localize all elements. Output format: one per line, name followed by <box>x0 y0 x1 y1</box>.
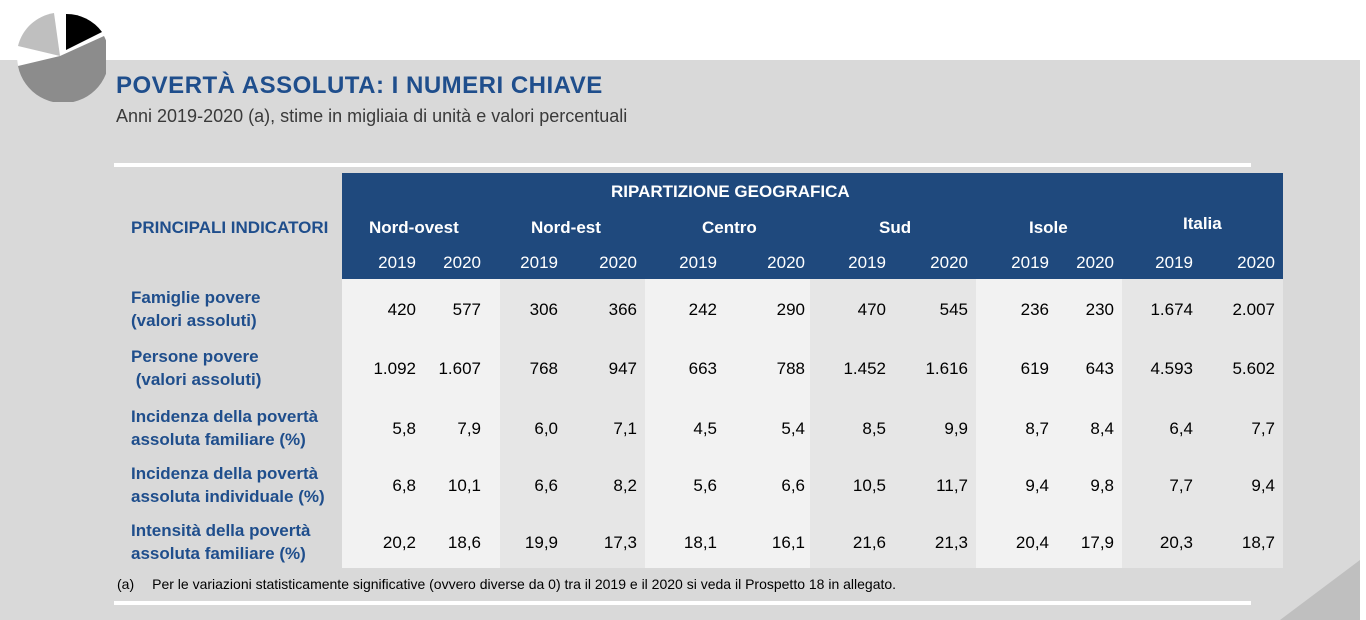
year-header-3: 2020 <box>599 253 637 272</box>
year-header-9: 2020 <box>1076 253 1114 272</box>
table-cell: 20,3 <box>1159 533 1193 552</box>
table-cell: 366 <box>608 300 637 319</box>
pie-chart-icon <box>14 10 106 102</box>
group-header: RIPARTIZIONE GEOGRAFICA <box>611 182 850 201</box>
region-header-isole: Isole <box>1029 218 1068 237</box>
table-cell: 1.452 <box>843 359 886 378</box>
row-label-line2: assoluta familiare (%) <box>131 430 306 449</box>
table-cell: 306 <box>529 300 558 319</box>
table-cell: 9,4 <box>1251 476 1275 495</box>
table-cell: 8,2 <box>613 476 637 495</box>
year-header-2: 2019 <box>520 253 558 272</box>
panel-edge <box>1360 60 1366 620</box>
year-header-5: 2020 <box>767 253 805 272</box>
table-cell: 420 <box>387 300 416 319</box>
row-label-line1: Persone povere <box>131 347 259 366</box>
indicator-column-header: PRINCIPALI INDICATORI <box>131 218 329 237</box>
row-label-line2: (valori assoluti) <box>131 370 262 389</box>
table-cell: 7,1 <box>613 419 637 438</box>
table-cell: 8,4 <box>1090 419 1114 438</box>
table-cell: 19,9 <box>524 533 558 552</box>
year-header-0: 2019 <box>378 253 416 272</box>
footnote <box>117 576 896 592</box>
table-cell: 6,4 <box>1169 419 1193 438</box>
table-cell: 9,8 <box>1090 476 1114 495</box>
table-cell: 788 <box>776 359 805 378</box>
table-cell: 6,6 <box>781 476 805 495</box>
year-header-4: 2019 <box>679 253 717 272</box>
region-header-sud: Sud <box>879 218 912 237</box>
row-label <box>131 405 318 451</box>
table-cell: 236 <box>1020 300 1049 319</box>
row-label-line1: Incidenza della povertà <box>131 407 319 426</box>
table-cell: 21,3 <box>934 533 968 552</box>
table-cell: 7,9 <box>457 419 481 438</box>
table-cell: 5.602 <box>1232 359 1275 378</box>
region-header-centro: Centro <box>702 218 757 237</box>
row-label <box>131 462 325 508</box>
table-cell: 577 <box>452 300 481 319</box>
row-label-line2: assoluta familiare (%) <box>131 544 306 563</box>
table-cell: 18,1 <box>683 533 717 552</box>
table-cell: 7,7 <box>1251 419 1275 438</box>
table-cell: 242 <box>688 300 717 319</box>
table-cell: 290 <box>776 300 805 319</box>
row-label-line1: Intensità della povertà <box>131 521 311 540</box>
table-cell: 6,6 <box>534 476 558 495</box>
table-cell: 1.616 <box>925 359 968 378</box>
year-header-11: 2020 <box>1237 253 1275 272</box>
bottom-rule <box>114 601 1251 605</box>
year-header-8: 2019 <box>1011 253 1049 272</box>
year-header-1: 2020 <box>443 253 481 272</box>
table-cell: 18,6 <box>447 533 481 552</box>
table-cell: 8,5 <box>862 419 886 438</box>
region-header-nord-ovest: Nord-ovest <box>369 218 459 237</box>
table-cell: 1.092 <box>373 359 416 378</box>
table-cell: 20,4 <box>1015 533 1049 552</box>
row-label-line2: assoluta individuale (%) <box>131 487 325 506</box>
table-cell: 643 <box>1085 359 1114 378</box>
table-cell: 10,5 <box>852 476 886 495</box>
table-cell: 470 <box>857 300 886 319</box>
top-rule <box>114 163 1251 167</box>
table-cell: 7,7 <box>1169 476 1193 495</box>
year-header-10: 2019 <box>1155 253 1193 272</box>
table-cell: 9,4 <box>1025 476 1049 495</box>
year-header-6: 2019 <box>848 253 886 272</box>
table-cell: 5,4 <box>781 419 805 438</box>
page-title: POVERTÀ ASSOLUTA: I NUMERI CHIAVE <box>116 72 603 99</box>
footnote-text: Per le variazioni statisticamente significative (ovvero diverse da 0) tra il 2019 e il 2020 si veda il Prospetto 18 in allegato. <box>152 576 897 592</box>
year-header-7: 2020 <box>930 253 968 272</box>
table-cell: 5,6 <box>693 476 717 495</box>
table-cell: 4.593 <box>1150 359 1193 378</box>
row-label <box>131 519 311 565</box>
table-cell: 947 <box>608 359 637 378</box>
table-cell: 9,9 <box>944 419 968 438</box>
table-cell: 20,2 <box>382 533 416 552</box>
table-cell: 6,0 <box>534 419 558 438</box>
table-cell: 1.607 <box>438 359 481 378</box>
region-header-italia: Italia <box>1183 214 1222 233</box>
table-cell: 545 <box>939 300 968 319</box>
table-cell: 8,7 <box>1025 419 1049 438</box>
table-cell: 17,9 <box>1080 533 1114 552</box>
table-cell: 663 <box>688 359 717 378</box>
table-cell: 5,8 <box>392 419 416 438</box>
table-cell: 16,1 <box>771 533 805 552</box>
table-cell: 1.674 <box>1150 300 1193 319</box>
table-cell: 17,3 <box>603 533 637 552</box>
row-label-line1: Famiglie povere <box>131 288 261 307</box>
footnote-marker: (a) <box>117 576 135 592</box>
row-label-line2: (valori assoluti) <box>131 311 257 330</box>
row-label <box>131 345 261 391</box>
row-label-line1: Incidenza della povertà <box>131 464 319 483</box>
table-cell: 6,8 <box>392 476 416 495</box>
page-subtitle: Anni 2019-2020 (a), stime in migliaia di unità e valori percentuali <box>116 106 628 126</box>
table-cell: 21,6 <box>852 533 886 552</box>
table-cell: 230 <box>1085 300 1114 319</box>
corner-decoration <box>1280 560 1360 620</box>
table-cell: 10,1 <box>447 476 481 495</box>
table-cell: 768 <box>529 359 558 378</box>
region-header-nord-est: Nord-est <box>531 218 601 237</box>
table-cell: 18,7 <box>1241 533 1275 552</box>
table-cell: 11,7 <box>936 476 968 495</box>
table-cell: 4,5 <box>693 419 717 438</box>
table-cell: 619 <box>1020 359 1049 378</box>
row-label <box>131 286 260 332</box>
table-cell: 2.007 <box>1232 300 1275 319</box>
